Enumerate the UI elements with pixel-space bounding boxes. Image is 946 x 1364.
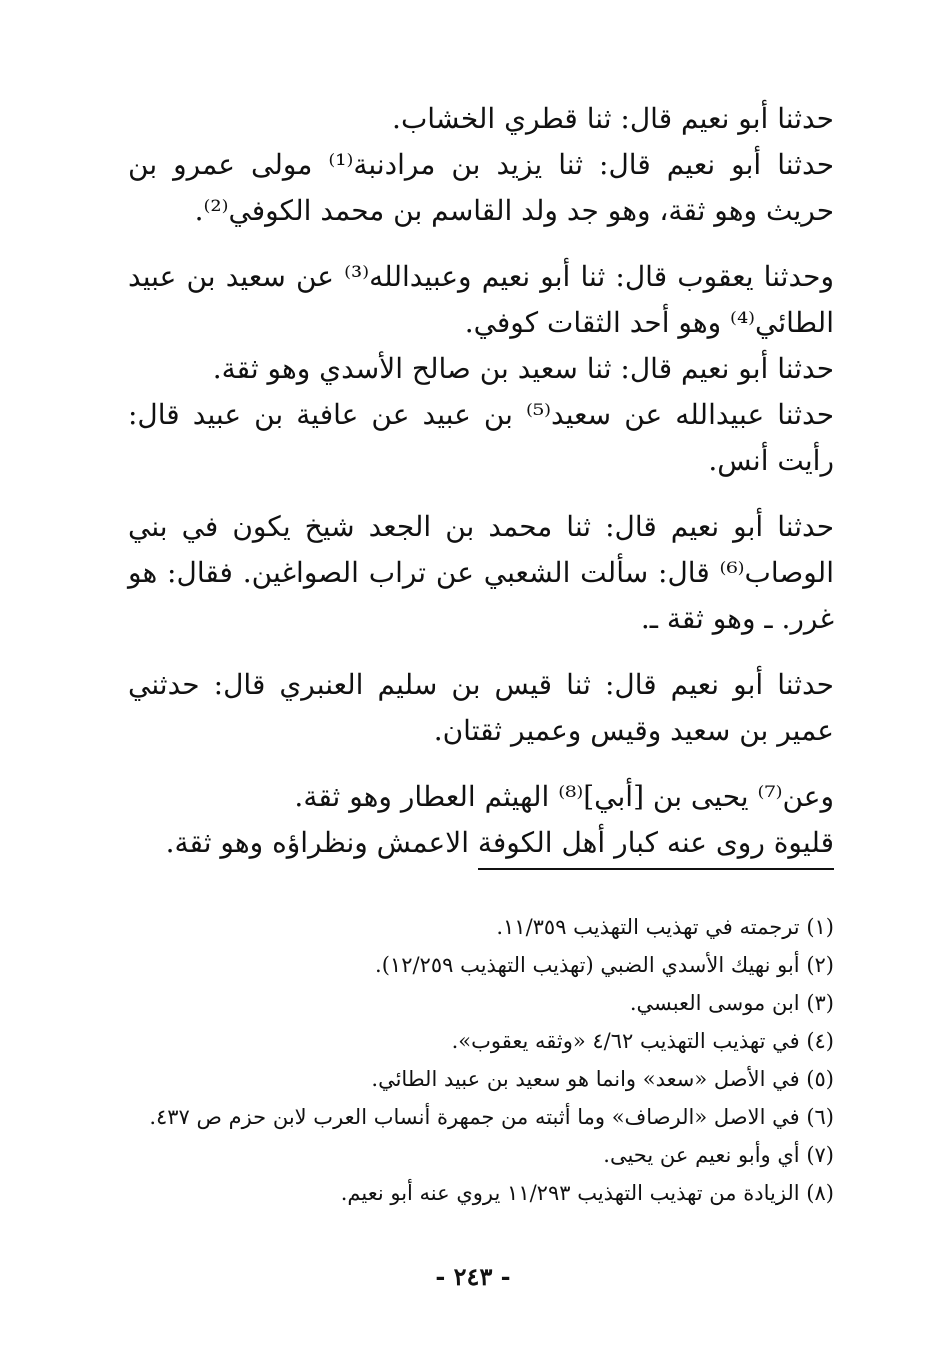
paragraph: حدثنا أبو نعيم قال: ثنا سعيد بن صالح الأسدي وهو ثقة. <box>212 352 834 385</box>
page-number: - ٢٤٣ - <box>435 1262 511 1291</box>
paragraph: حدثنا أبو نعيم قال: ثنا محمد بن الجعد شيخ يكون في بني الوصاب⁽⁶⁾ قال: سألت الشعبي عن تراب الصواغين. فقال: هو غرر. ـ وهو ثقة ـ. <box>128 510 834 635</box>
paragraph: حدثنا عبيدالله عن سعيد⁽⁵⁾ بن عبيد عن عافية بن عبيد قال: رأيت أنس. <box>128 398 834 477</box>
paragraph: حدثنا أبو نعيم قال: ثنا يزيد بن مرادنبة⁽¹⁾ مولى عمرو بن حريث وهو ثقة، وهو جد ولد القاسم بن محمد الكوفي⁽²⁾. <box>128 148 835 227</box>
paragraph: حدثنا أبو نعيم قال: ثنا قطري الخشاب. <box>392 102 834 135</box>
footnote: (٧) أي وأبو نعيم عن يحيى. <box>603 1143 834 1167</box>
footnotes <box>128 908 834 1212</box>
footnote: (٦) في الاصل «الرصاف» وما أثبته من جمهرة أنساب العرب لابن حزم ص ٤٣٧. <box>149 1105 834 1129</box>
footnote-divider <box>478 868 834 870</box>
footnote: (٢) أبو نهيك الأسدي الضبي (تهذيب التهذيب ١٢/٢٥٩). <box>375 953 834 977</box>
paragraph: وعن⁽⁷⁾ يحيى بن [أبي]⁽⁸⁾ الهيثم العطار وهو ثقة. <box>294 780 834 813</box>
footnote: (٥) في الأصل «سعد» وانما هو سعيد بن عبيد الطائي. <box>371 1067 834 1091</box>
footnote: (٨) الزيادة من تهذيب التهذيب ١١/٢٩٣ يروي عنه أبو نعيم. <box>340 1181 834 1205</box>
paragraph: حدثنا أبو نعيم قال: ثنا قيس بن سليم العنبري قال: حدثني عمير بن سعيد وقيس وعمير ثقتان. <box>128 668 834 747</box>
footnote: (٤) في تهذيب التهذيب ٤/٦٢ «وثقه يعقوب». <box>451 1029 834 1053</box>
paragraph: قليوة روى عنه كبار أهل الكوفة الاعمش ونظراؤه وهو ثقة. <box>165 826 834 859</box>
main-text <box>128 96 834 866</box>
paragraph: وحدثنا يعقوب قال: ثنا أبو نعيم وعبيدالله⁽³⁾ عن سعيد بن عبيد الطائي⁽⁴⁾ وهو أحد الثقات كوفي. <box>128 260 834 339</box>
footnote: (١) ترجمته في تهذيب التهذيب ١١/٣٥٩. <box>496 915 834 939</box>
footnote: (٣) ابن موسى العبسي. <box>629 991 834 1015</box>
